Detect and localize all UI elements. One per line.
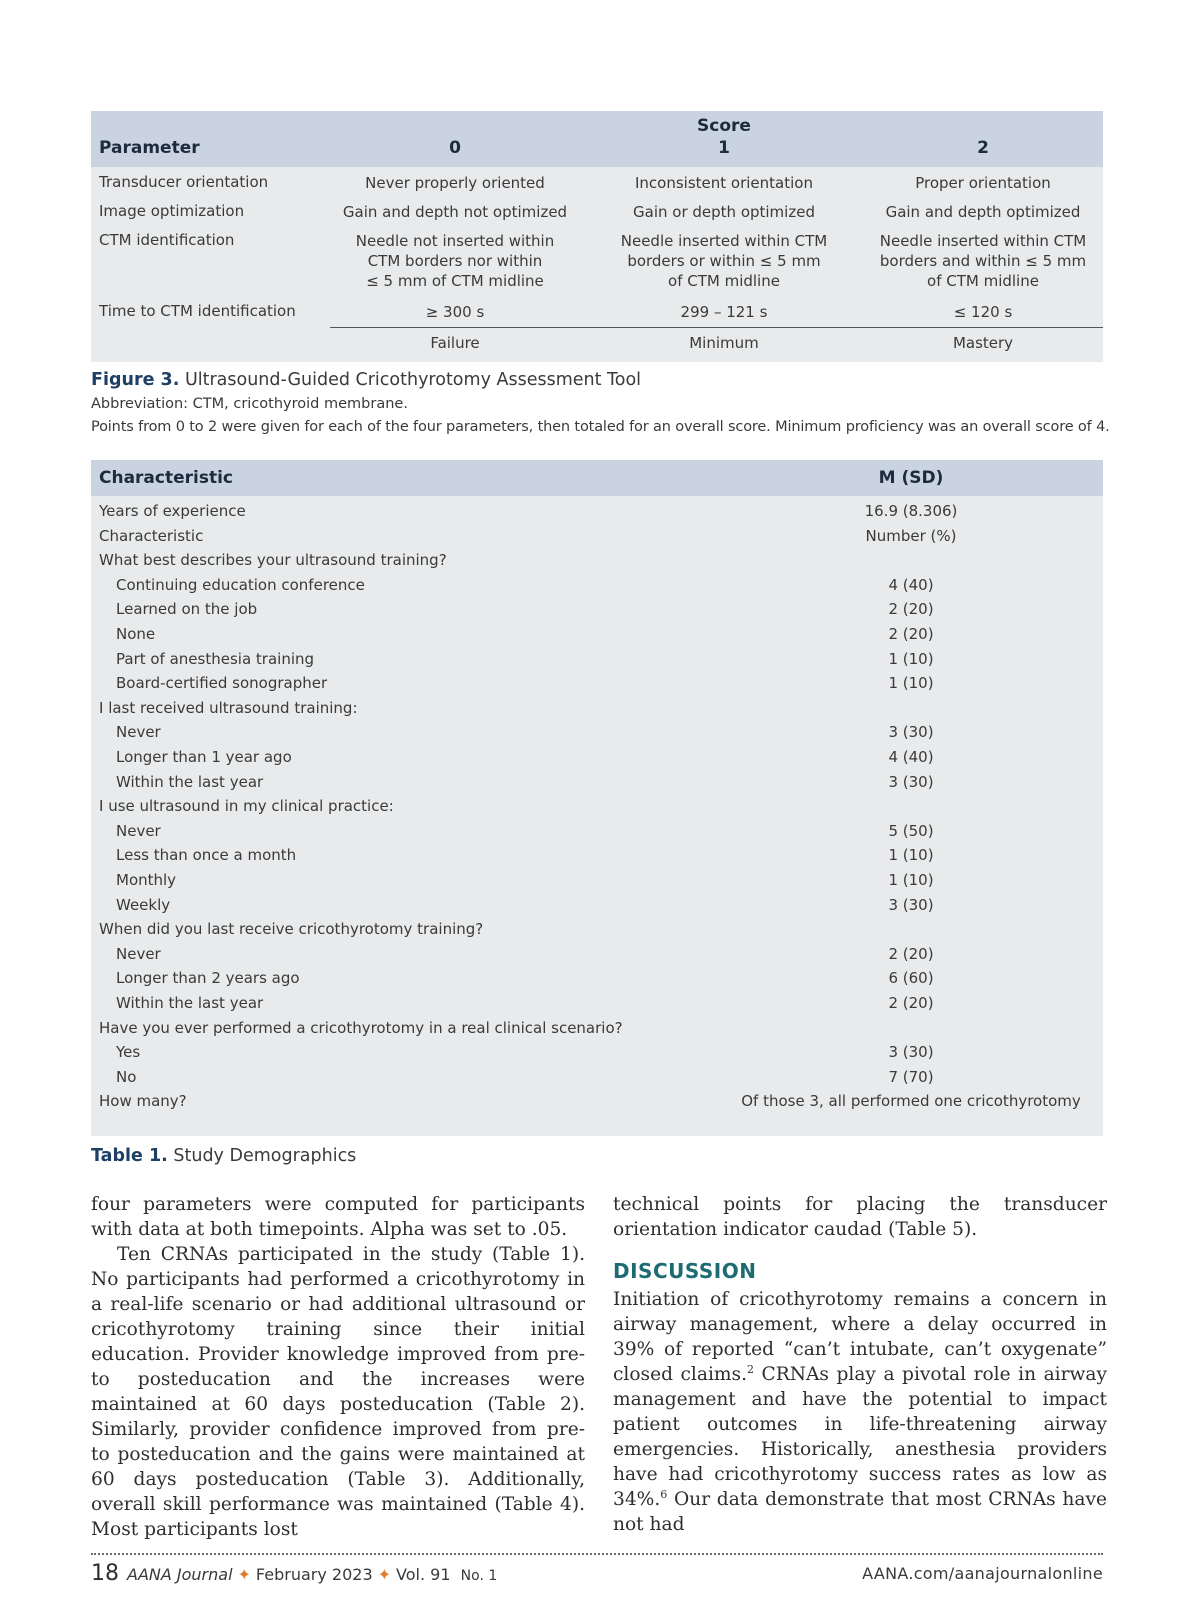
figure-note: Points from 0 to 2 were given for each of the four parameters, then totaled for an overall score. Minimum proficiency was an overall score of 4.	[91, 419, 1110, 435]
cell-line: borders or within ≤ 5 mm	[627, 252, 821, 270]
table-row-value: 5 (50)	[888, 821, 934, 840]
figure-label: Figure 3.	[91, 370, 180, 390]
cell: 299 – 121 s	[680, 303, 768, 321]
param-time: Time to CTM identification	[99, 302, 296, 320]
reference: 2	[747, 1362, 754, 1376]
cell-line: borders and within ≤ 5 mm	[879, 252, 1087, 270]
cell: ≤ 120 s	[953, 303, 1013, 321]
table-label: Table 1.	[91, 1146, 168, 1166]
cell	[858, 231, 1108, 291]
cell: Gain and depth optimized	[885, 203, 1081, 221]
param-image: Image optimization	[99, 202, 245, 220]
table-row-label: I last received ultrasound training:	[99, 698, 358, 717]
demographics-table	[91, 460, 1103, 1136]
table-row-value: 3 (30)	[888, 895, 934, 914]
table-row-label: What best describes your ultrasound training?	[99, 551, 447, 570]
cell	[599, 231, 849, 291]
text-run: Our data demonstrate that most CRNAs have not had	[613, 1489, 1107, 1535]
table-row-label: Less than once a month	[116, 846, 297, 865]
cell: Gain or depth optimized	[633, 203, 815, 221]
table-row-label: Have you ever performed a cricothyrotomy in a real clinical scenario?	[99, 1018, 623, 1037]
table-row-value: 7 (70)	[888, 1067, 934, 1086]
volume: Vol. 91	[396, 1565, 451, 1584]
cell	[330, 231, 580, 291]
figure-abbreviation: Abbreviation: CTM, cricothyroid membrane.	[91, 396, 408, 412]
header-score-2: 2	[977, 138, 989, 158]
table-row-label: Longer than 1 year ago	[116, 748, 292, 766]
table-row-value: 3 (30)	[888, 1043, 934, 1062]
table-row-label: Never	[116, 723, 161, 742]
diamond-icon: ✦	[237, 1565, 251, 1584]
table-row-value: 16.9 (8.306)	[864, 502, 958, 520]
outcome-mastery: Mastery	[952, 334, 1014, 352]
table-row-label: Longer than 2 years ago	[116, 969, 300, 988]
table-row-label: Yes	[116, 1043, 141, 1062]
table-row-value: 4 (40)	[888, 748, 934, 766]
cell-line: ≤ 5 mm of CTM midline	[366, 272, 544, 290]
table-row-label: Characteristic	[99, 526, 204, 545]
table-row-value: 3 (30)	[888, 772, 934, 791]
table-row-value: 1 (10)	[888, 649, 934, 668]
header-msd: M (SD)	[878, 468, 944, 488]
table-row-label: Never	[116, 821, 161, 840]
table-row-value: 2 (20)	[888, 600, 934, 619]
table-row-label: Within the last year	[116, 772, 264, 791]
table-row-value: Of those 3, all performed one cricothyrotomy	[741, 1092, 1081, 1111]
right-column	[613, 1192, 1107, 1537]
header-score: Score	[697, 116, 751, 136]
section-heading: DISCUSSION	[613, 1259, 757, 1283]
table-row-value: 2 (20)	[888, 944, 934, 963]
table-row-value: 1 (10)	[888, 871, 934, 889]
table-row-label: Part of anesthesia training	[116, 649, 315, 668]
table-title: Study Demographics	[173, 1146, 357, 1166]
cell-line: of CTM midline	[668, 272, 780, 290]
cell: ≥ 300 s	[425, 303, 485, 321]
table-row-value: 3 (30)	[888, 723, 934, 742]
table-row-value: Number (%)	[865, 526, 957, 545]
cell: Proper orientation	[915, 174, 1051, 192]
table-row-label: No	[116, 1067, 137, 1086]
table-row-label: Continuing education conference	[116, 575, 365, 594]
table-row-value: 2 (20)	[888, 625, 934, 643]
divider	[330, 327, 1103, 328]
paragraph: Ten CRNAs participated in the study (Table 1). No participants had performed a cricothyrotomy in a real-life scenario or had additional ultrasound or cricothyrotomy training since their initial education. Provider knowledge improved from pre- to posteducation and the increases were maintained at 60 days posteducation (Table 2). Similarly, provider confidence improved from pre- to posteducation and the gains were maintained at 60 days posteducation (Table 3). Additionally, overall skill performance was maintained (Table 4). Most participants lost	[91, 1244, 585, 1540]
text-run: CRNAs play a pivotal role in airway management and have the potential to impact patient outcomes in life-threatening airway emergencies. Historically, anesthesia providers have had cricothyrotomy success rates as low as 34%.	[613, 1364, 1108, 1510]
cell-line: of CTM midline	[927, 272, 1039, 290]
footer-citation	[91, 1561, 497, 1586]
table-row-label: How many?	[99, 1092, 187, 1111]
journal-name: AANA Journal	[127, 1565, 233, 1584]
journal-website-link[interactable]: AANA.com/aanajournalonline	[862, 1564, 1103, 1583]
outcome-failure: Failure	[430, 334, 480, 352]
paragraph: technical points for placing the transducer orientation indicator caudad (Table 5).	[613, 1194, 1107, 1240]
paragraph	[613, 1287, 1107, 1537]
cell: Inconsistent orientation	[635, 174, 813, 192]
left-column	[91, 1192, 585, 1542]
param-ctm: CTM identification	[99, 231, 235, 249]
cell-line: Needle inserted within CTM	[879, 232, 1087, 250]
header-score-0: 0	[449, 138, 461, 158]
cell-line: Needle inserted within CTM	[620, 232, 828, 250]
table-row-label: Board-certified sonographer	[116, 674, 328, 693]
reference: 6	[660, 1487, 668, 1501]
figure-caption	[91, 370, 641, 390]
header-characteristic: Characteristic	[99, 468, 233, 488]
outcome-minimum: Minimum	[689, 334, 759, 352]
figure-title: Ultrasound-Guided Cricothyrotomy Assessment Tool	[184, 370, 642, 390]
cell-line: Needle not inserted within	[355, 232, 555, 250]
issue-date: February 2023	[255, 1565, 373, 1584]
table-row-label: Years of experience	[99, 502, 246, 520]
table-row-label: I use ultrasound in my clinical practice:	[99, 797, 394, 816]
table-row-label: Learned on the job	[116, 600, 258, 619]
param-transducer: Transducer orientation	[99, 173, 269, 191]
table-row-value: 6 (60)	[888, 969, 934, 988]
table-row-label: When did you last receive cricothyrotomy training?	[99, 920, 484, 939]
table-row-value: 1 (10)	[888, 846, 934, 865]
table-row-label: None	[116, 625, 156, 643]
assessment-tool-table	[91, 111, 1103, 362]
cell: Gain and depth not optimized	[342, 203, 568, 221]
footer-divider	[91, 1553, 1103, 1555]
table-row-value: 1 (10)	[888, 674, 934, 693]
table-row-value: 2 (20)	[888, 994, 934, 1012]
table-row-label: Weekly	[116, 895, 171, 914]
paragraph: four parameters were computed for participants with data at both timepoints. Alpha was set to .05.	[91, 1194, 585, 1240]
header-score-1: 1	[718, 138, 730, 158]
table-row-label: Never	[116, 944, 161, 963]
page-number: 18	[91, 1561, 119, 1586]
table-row-label: Within the last year	[116, 994, 264, 1012]
cell: Never properly oriented	[365, 174, 545, 192]
table-row-value: 4 (40)	[888, 575, 934, 594]
cell-line: CTM borders nor within	[367, 252, 543, 270]
header-parameter: Parameter	[99, 138, 200, 158]
diamond-icon: ✦	[377, 1565, 392, 1584]
text-run: Initiation of cricothyrotomy remains a concern in airway management, where a delay occurred in 39% of reported “can’t intubate, can’t oxygenate” closed claims.	[613, 1289, 1107, 1385]
table-caption	[91, 1146, 356, 1166]
issue-number: No. 1	[460, 1568, 498, 1584]
table-row-label: Monthly	[116, 871, 177, 889]
